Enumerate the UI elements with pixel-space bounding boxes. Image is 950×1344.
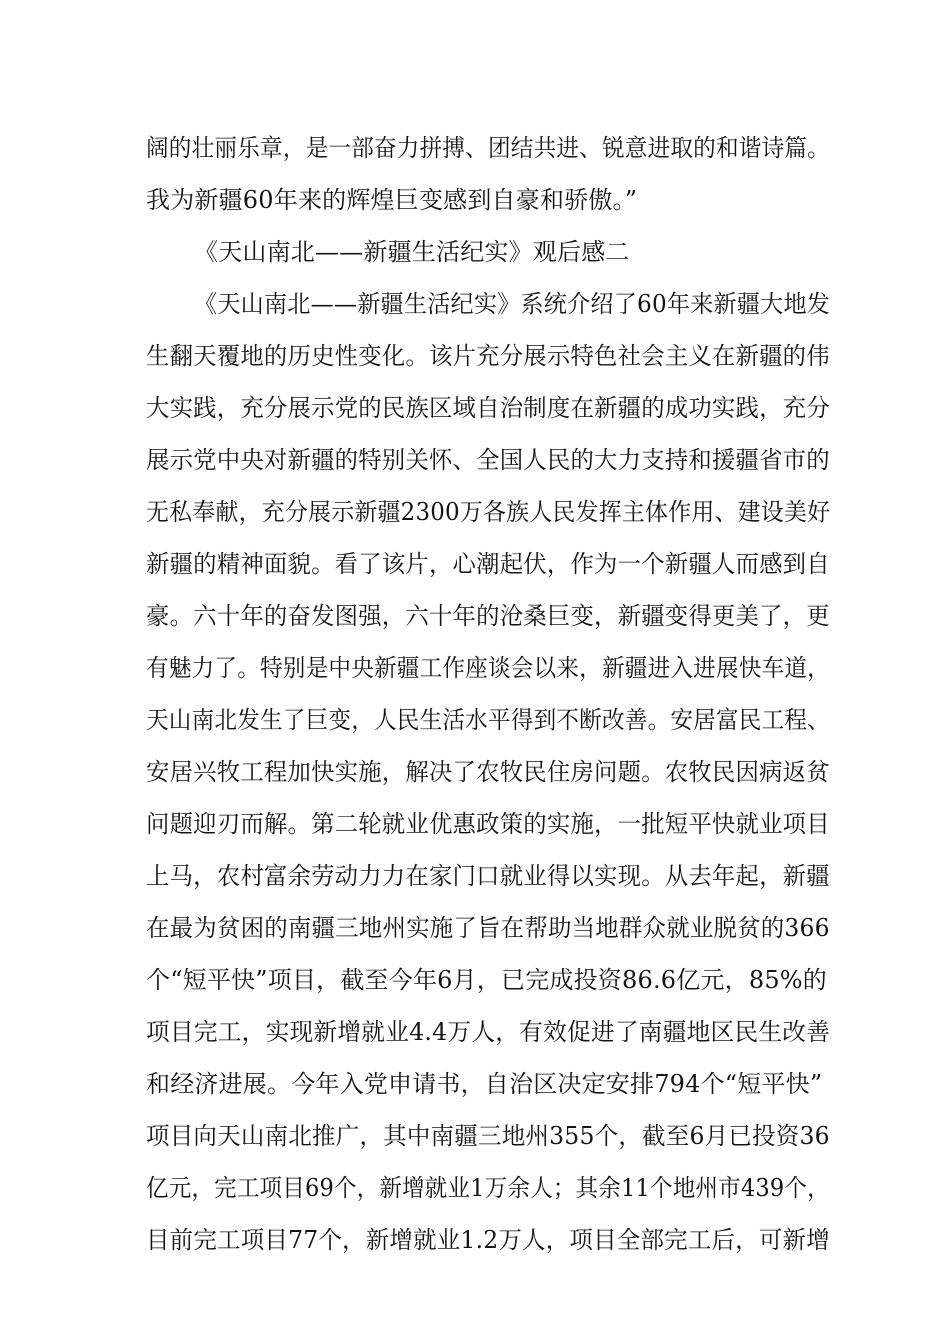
paragraph-line-17: 个“短平快”项目，截至今年6月，已完成投资86.6亿元，85%的 (146, 966, 827, 994)
paragraph-line-18: 项目完工，实现新增就业4.4万人，有效促进了南疆地区民生改善 (146, 1018, 831, 1046)
paragraph-line-13: 安居兴牧工程加快实施，解决了农牧民住房问题。农牧民因病返贫 (146, 758, 830, 786)
paragraph-line-20: 项目向天山南北推广，其中南疆三地州355个，截至6月已投资36 (146, 1122, 830, 1150)
paragraph-line-1: 阔的壮丽乐章，是一部奋力拼搏、团结共进、锐意进取的和谐诗篇。 (146, 134, 830, 162)
paragraph-line-21: 亿元，完工项目69个，新增就业1万余人；其余11个地州市439个， (146, 1174, 830, 1202)
paragraph-line-22: 目前完工项目77个，新增就业1.2万人，项目全部完工后，可新增 (146, 1226, 830, 1254)
paragraph-line-14: 问题迎刃而解。第二轮就业优惠政策的实施，一批短平快就业项目 (146, 810, 830, 838)
paragraph-line-5: 生翻天覆地的历史性变化。该片充分展示特色社会主义在新疆的伟 (146, 342, 830, 370)
paragraph-line-2: 我为新疆60年来的辉煌巨变感到自豪和骄傲。” (146, 186, 638, 214)
paragraph-line-16: 在最为贫困的南疆三地州实施了旨在帮助当地群众就业脱贫的366 (146, 914, 830, 942)
section-heading: 《天山南北——新疆生活纪实》观后感二 (194, 238, 630, 266)
paragraph-line-4: 《天山南北——新疆生活纪实》系统介绍了60年来新疆大地发 (194, 290, 831, 318)
paragraph-line-9: 新疆的精神面貌。看了该片，心潮起伏，作为一个新疆人而感到自 (146, 550, 830, 578)
paragraph-line-8: 无私奉献，充分展示新疆2300万各族人民发挥主体作用、建设美好 (146, 498, 831, 526)
paragraph-line-19: 和经济进展。今年入党申请书，自治区决定安排794个“短平快” (146, 1070, 823, 1098)
paragraph-line-15: 上马，农村富余劳动力力在家门口就业得以实现。从去年起，新疆 (146, 862, 830, 890)
paragraph-line-10: 豪。六十年的奋发图强，六十年的沧桑巨变，新疆变得更美了，更 (146, 602, 830, 630)
paragraph-line-11: 有魅力了。特别是中央新疆工作座谈会以来，新疆进入进展快车道， (146, 654, 830, 682)
paragraph-line-12: 天山南北发生了巨变，人民生活水平得到不断改善。安居富民工程、 (146, 706, 830, 734)
paragraph-line-7: 展示党中央对新疆的特别关怀、全国人民的大力支持和援疆省市的 (146, 446, 830, 474)
paragraph-line-6: 大实践，充分展示党的民族区域自治制度在新疆的成功实践，充分 (146, 394, 830, 422)
